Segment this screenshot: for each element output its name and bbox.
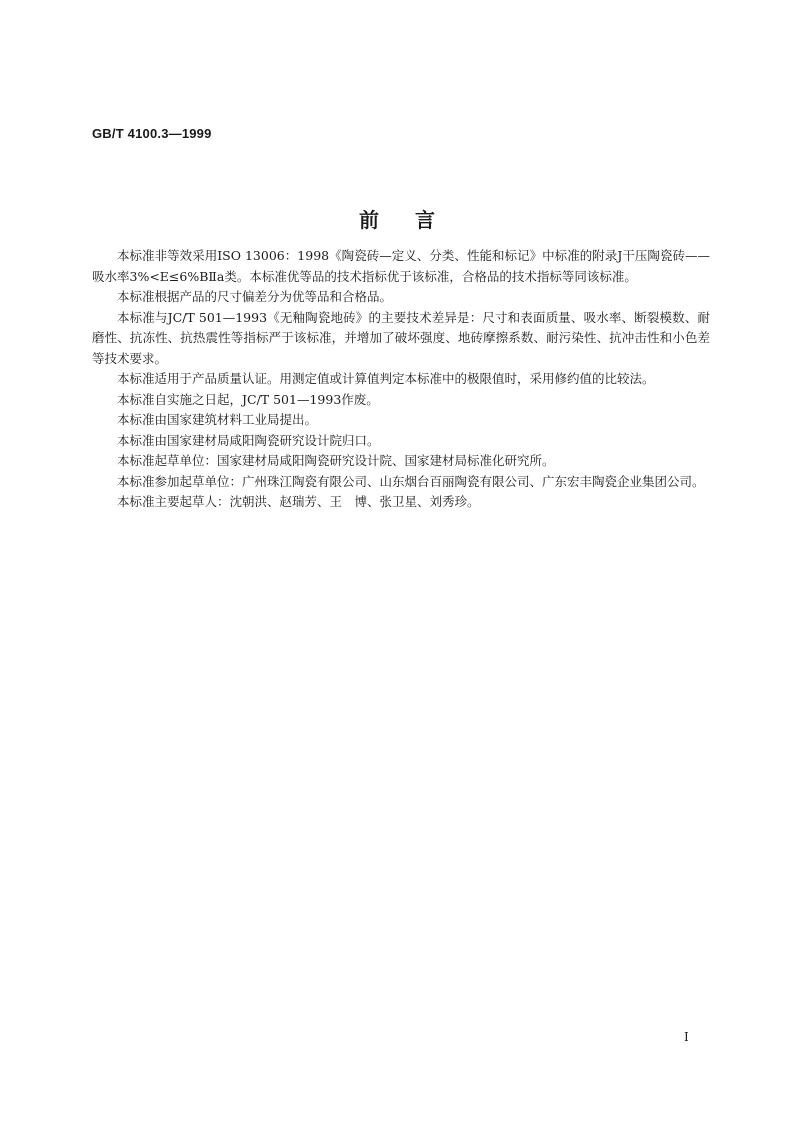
foreword-body: [92, 246, 710, 513]
paragraph-grades: 本标准根据产品的尺寸偏差分为优等品和合格品。: [117, 289, 393, 304]
page-number: I: [684, 1030, 689, 1044]
paragraph-drafters: 本标准主要起草人：沈朝洪、赵瑞芳、王 博、张卫星、刘秀珍。: [117, 494, 480, 509]
paragraph-proposed-by: 本标准由国家建筑材料工业局提出。: [117, 412, 318, 427]
page-title: 前言: [359, 208, 471, 232]
standard-number: GB/T 4100.3—1999: [92, 126, 212, 141]
paragraph-differences: 本标准与JC/T 501—1993《无釉陶瓷地砖》的主要技术差异是：尺寸和表面质量、吸水率、断裂模数、耐磨性、抗冻性、抗热震性等指标严于该标准，并增加了破坏强度、地砖摩擦系数、耐污染性、抗冲击性和小色差等技术要求。: [92, 309, 710, 366]
paragraph-drafting-units: 本标准起草单位：国家建材局咸阳陶瓷研究设计院、国家建材局标准化研究所。: [117, 453, 555, 468]
paragraph-supersede: 本标准自实施之日起，JC/T 501—1993作废。: [117, 391, 379, 407]
paragraph-adoption: 本标准非等效采用ISO 13006：1998《陶瓷砖—定义、分类、性能和标记》中标准的附录J干压陶瓷砖——吸水率3%<E≤6%BⅡa类。本标准优等品的技术指标优于该标准，合格品的技术指标等同该标准。: [92, 248, 710, 284]
paragraph-certification: 本标准适用于产品质量认证。用测定值或计算值判定本标准中的极限值时，采用修约值的比较法。: [117, 371, 655, 386]
paragraph-participating-units: 本标准参加起草单位：广州珠江陶瓷有限公司、山东烟台百丽陶瓷有限公司、广东宏丰陶瓷企业集团公司。: [117, 473, 705, 489]
paragraph-centralized-by: 本标准由国家建材局咸阳陶瓷研究设计院归口。: [117, 432, 380, 448]
